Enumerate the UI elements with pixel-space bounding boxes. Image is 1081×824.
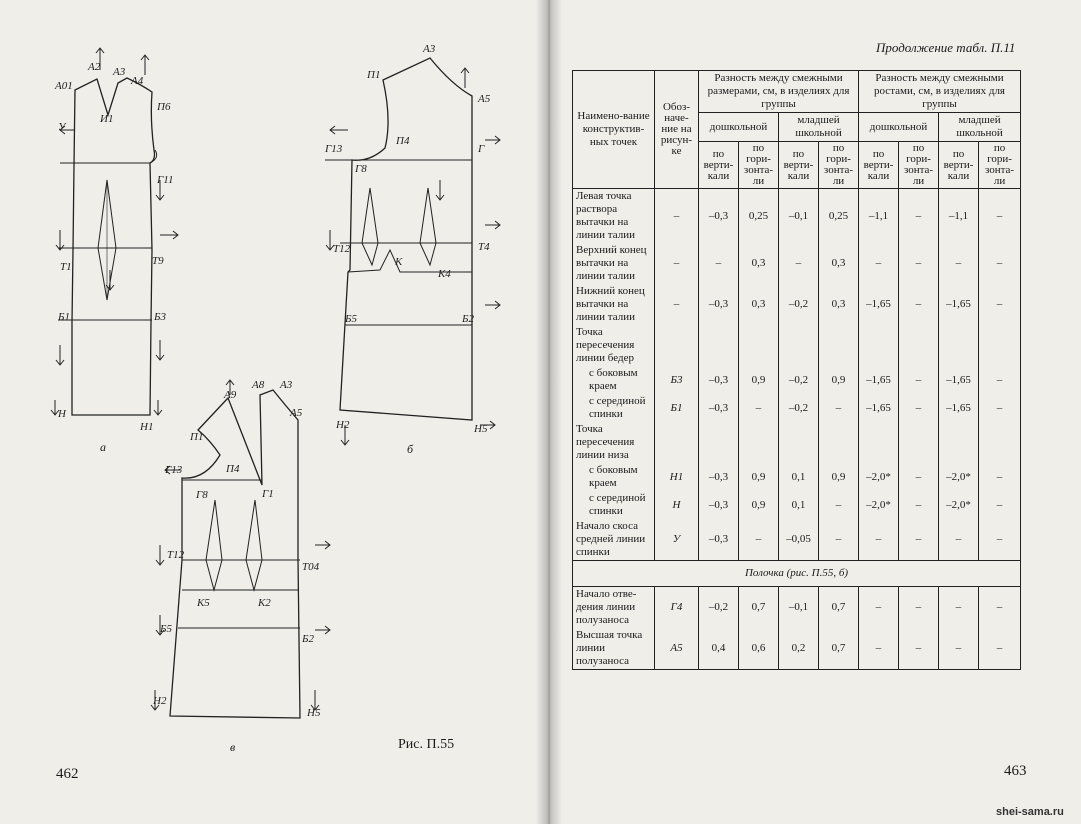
header-vert: по верти-кали xyxy=(939,142,979,189)
row-name: Точка пересечения линии низа xyxy=(573,422,655,463)
svg-text:Т4: Т4 xyxy=(478,241,490,253)
row-value: 0,9 xyxy=(739,491,779,519)
row-value: –0,3 xyxy=(699,366,739,394)
svg-text:A8: A8 xyxy=(252,379,265,391)
header-horiz: по гори-зонта-ли xyxy=(899,142,939,189)
svg-text:Т1: Т1 xyxy=(60,261,72,273)
table-row xyxy=(573,491,1021,519)
section-row xyxy=(573,561,1021,587)
row-value: – xyxy=(739,519,779,561)
row-value: – xyxy=(979,463,1021,491)
row-value: –0,3 xyxy=(699,394,739,422)
row-symbol: – xyxy=(655,243,699,284)
svg-text:Т12: Т12 xyxy=(167,549,185,561)
row-value: – xyxy=(979,394,1021,422)
row-value: –2,0* xyxy=(859,463,899,491)
row-name: Левая точка раствора вытачки на линии талии xyxy=(573,189,655,244)
svg-text:П6: П6 xyxy=(157,101,171,113)
data-table xyxy=(572,70,1021,670)
svg-text:П4: П4 xyxy=(396,135,410,147)
row-value: 0,9 xyxy=(739,463,779,491)
figure-caption: Рис. П.55 xyxy=(398,737,455,752)
svg-text:Т12: Т12 xyxy=(333,243,351,255)
svg-text:Н1: Н1 xyxy=(140,421,154,433)
table-row xyxy=(573,243,1021,284)
svg-text:Г8: Г8 xyxy=(196,489,208,501)
svg-text:Н: Н xyxy=(58,408,66,420)
row-value: – xyxy=(859,587,899,629)
row-value xyxy=(819,422,859,463)
row-value: –1,65 xyxy=(859,366,899,394)
row-value xyxy=(979,325,1021,366)
row-symbol: Н1 xyxy=(655,463,699,491)
row-value: –2,0* xyxy=(939,463,979,491)
svg-text:К2: К2 xyxy=(258,597,271,609)
row-value xyxy=(859,325,899,366)
row-value xyxy=(739,422,779,463)
row-value: – xyxy=(699,243,739,284)
figure-a-back-pattern xyxy=(58,78,157,415)
row-value: –1,65 xyxy=(939,394,979,422)
row-value: –1,1 xyxy=(939,189,979,244)
row-value: 0,9 xyxy=(819,366,859,394)
table-body xyxy=(573,189,1021,670)
svg-text:A4: A4 xyxy=(131,75,144,87)
row-value: – xyxy=(899,366,939,394)
row-value: –1,65 xyxy=(939,366,979,394)
header-vert: по верти-кали xyxy=(859,142,899,189)
row-value: – xyxy=(899,284,939,325)
row-value: – xyxy=(899,463,939,491)
svg-text:Т04: Т04 xyxy=(302,561,320,573)
header-group-sizes: Разность между смежными размерами, см, в изделиях для группы xyxy=(699,71,859,113)
svg-text:A2: A2 xyxy=(88,61,101,73)
row-symbol: Г4 xyxy=(655,587,699,629)
header-junior-sizes: младшей школьной xyxy=(779,113,859,142)
row-value: – xyxy=(979,519,1021,561)
table-row xyxy=(573,189,1021,244)
row-value: – xyxy=(979,628,1021,670)
row-name: Точка пересечения линии бедер xyxy=(573,325,655,366)
row-value: – xyxy=(819,394,859,422)
row-value: – xyxy=(939,243,979,284)
table-row xyxy=(573,587,1021,629)
row-value: –0,3 xyxy=(699,284,739,325)
row-value: 0,1 xyxy=(779,463,819,491)
svg-text:Б5: Б5 xyxy=(160,623,172,635)
row-value: – xyxy=(939,587,979,629)
svg-text:Б2: Б2 xyxy=(462,313,474,325)
section-title: Полочка (рис. П.55, б) xyxy=(573,561,1021,587)
svg-text:Н2: Н2 xyxy=(336,419,350,431)
row-value: – xyxy=(899,519,939,561)
row-value: –0,05 xyxy=(779,519,819,561)
svg-text:A9: A9 xyxy=(224,389,237,401)
row-symbol: У xyxy=(655,519,699,561)
row-value: –0,2 xyxy=(779,284,819,325)
svg-text:Б3: Б3 xyxy=(154,311,166,323)
row-value: – xyxy=(939,628,979,670)
row-value: – xyxy=(859,519,899,561)
table-row xyxy=(573,284,1021,325)
row-value: –0,2 xyxy=(779,394,819,422)
page-number-right: 463 xyxy=(1004,763,1027,779)
svg-text:Г13: Г13 xyxy=(165,464,183,476)
row-value: –0,2 xyxy=(699,587,739,629)
row-symbol xyxy=(655,422,699,463)
table-row xyxy=(573,325,1021,366)
header-name: Наимено-вание конструктив-ных точек xyxy=(573,71,655,189)
row-value: – xyxy=(899,394,939,422)
row-value: –0,3 xyxy=(699,491,739,519)
svg-text:A5: A5 xyxy=(290,407,303,419)
row-value: 0,7 xyxy=(739,587,779,629)
table-continuation-title: Продолжение табл. П.11 xyxy=(876,40,1016,55)
row-value: – xyxy=(979,189,1021,244)
svg-text:Г11: Г11 xyxy=(157,174,174,186)
row-symbol: – xyxy=(655,284,699,325)
row-value: 0,25 xyxy=(819,189,859,244)
svg-text:Н2: Н2 xyxy=(153,695,167,707)
row-value: 0,7 xyxy=(819,628,859,670)
row-value: – xyxy=(819,491,859,519)
row-value: –1,65 xyxy=(859,394,899,422)
row-value: – xyxy=(979,587,1021,629)
row-value: – xyxy=(979,284,1021,325)
svg-text:Н5: Н5 xyxy=(474,423,488,435)
svg-text:П1: П1 xyxy=(367,69,381,81)
row-value: – xyxy=(859,628,899,670)
header-group-heights: Разность между смежными ростами, см, в изделиях для группы xyxy=(859,71,1021,113)
svg-text:У: У xyxy=(58,121,66,133)
row-value xyxy=(779,325,819,366)
row-value: – xyxy=(899,491,939,519)
row-name: Начало скоса средней линии спинки xyxy=(573,519,655,561)
svg-text:Г13: Г13 xyxy=(325,143,343,155)
svg-text:Т9: Т9 xyxy=(152,255,164,267)
row-value xyxy=(859,422,899,463)
svg-text:Н5: Н5 xyxy=(307,707,321,719)
header-horiz: по гори-зонта-ли xyxy=(979,142,1021,189)
row-value: 0,3 xyxy=(819,284,859,325)
row-value: – xyxy=(939,519,979,561)
row-symbol xyxy=(655,325,699,366)
svg-text:П1: П1 xyxy=(190,431,204,443)
row-value xyxy=(739,325,779,366)
row-name: с боковым краем xyxy=(573,463,655,491)
row-value xyxy=(779,422,819,463)
row-value: –0,1 xyxy=(779,587,819,629)
header-junior-heights: младшей школьной xyxy=(939,113,1021,142)
svg-text:К4: К4 xyxy=(438,268,451,280)
row-value: 0,2 xyxy=(779,628,819,670)
row-value: –0,3 xyxy=(699,519,739,561)
subfigure-c-label: в xyxy=(230,740,236,754)
svg-text:Б5: Б5 xyxy=(345,313,357,325)
row-value xyxy=(899,422,939,463)
row-value: –2,0* xyxy=(939,491,979,519)
header-horiz: по гори-зонта-ли xyxy=(739,142,779,189)
point-labels xyxy=(54,43,491,719)
row-symbol: Б1 xyxy=(655,394,699,422)
header-preschool-sizes: дошкольной xyxy=(699,113,779,142)
row-value: 0,3 xyxy=(819,243,859,284)
row-value: – xyxy=(779,243,819,284)
row-value: – xyxy=(819,519,859,561)
header-vert: по верти-кали xyxy=(699,142,739,189)
row-value xyxy=(899,325,939,366)
row-value: 0,25 xyxy=(739,189,779,244)
row-name: Нижний конец вытачки на линии талии xyxy=(573,284,655,325)
header-preschool-heights: дошкольной xyxy=(859,113,939,142)
row-value: –0,1 xyxy=(779,189,819,244)
row-value: –0,2 xyxy=(779,366,819,394)
row-symbol: Н xyxy=(655,491,699,519)
svg-text:Г1: Г1 xyxy=(262,488,274,500)
row-value: – xyxy=(979,366,1021,394)
row-value: –2,0* xyxy=(859,491,899,519)
row-value: –0,3 xyxy=(699,463,739,491)
row-value: 0,9 xyxy=(739,366,779,394)
row-value: 0,4 xyxy=(699,628,739,670)
row-value: – xyxy=(899,243,939,284)
subfigure-a-label: а xyxy=(100,440,106,454)
watermark: shei-sama.ru xyxy=(996,806,1064,818)
row-value: – xyxy=(899,628,939,670)
row-value: – xyxy=(979,491,1021,519)
row-value: 0,9 xyxy=(819,463,859,491)
row-name: Начало отве-дения линии полузаноса xyxy=(573,587,655,629)
table-row xyxy=(573,366,1021,394)
row-value: 0,3 xyxy=(739,284,779,325)
row-name: с серединой спинки xyxy=(573,394,655,422)
svg-text:И1: И1 xyxy=(100,113,114,125)
displacement-arrows xyxy=(51,48,500,710)
row-value xyxy=(819,325,859,366)
svg-text:К5: К5 xyxy=(197,597,210,609)
subfigure-b-label: б xyxy=(407,442,414,456)
svg-text:К: К xyxy=(395,256,403,268)
row-symbol: – xyxy=(655,189,699,244)
row-value xyxy=(979,422,1021,463)
header-vert: по верти-кали xyxy=(779,142,819,189)
row-value: 0,6 xyxy=(739,628,779,670)
table-row xyxy=(573,519,1021,561)
row-value: –1,65 xyxy=(939,284,979,325)
row-value: – xyxy=(859,243,899,284)
header-symbol: Обоз-наче-ние на рисун-ке xyxy=(655,71,699,189)
svg-text:A3: A3 xyxy=(423,43,436,55)
svg-text:A01: A01 xyxy=(55,80,73,92)
page-number-left: 462 xyxy=(56,766,79,782)
row-value xyxy=(699,325,739,366)
row-value xyxy=(699,422,739,463)
svg-text:Г: Г xyxy=(478,143,485,155)
row-symbol: Б3 xyxy=(655,366,699,394)
svg-text:A3: A3 xyxy=(280,379,293,391)
row-value: –0,3 xyxy=(699,189,739,244)
row-value: 0,1 xyxy=(779,491,819,519)
row-value: – xyxy=(979,243,1021,284)
row-value xyxy=(939,325,979,366)
table-row xyxy=(573,394,1021,422)
row-value: 0,3 xyxy=(739,243,779,284)
row-name: Высшая точка линии полузаноса xyxy=(573,628,655,670)
svg-text:A5: A5 xyxy=(478,93,491,105)
svg-text:Б1: Б1 xyxy=(58,311,70,323)
table-row xyxy=(573,628,1021,670)
row-value: – xyxy=(899,587,939,629)
row-value: –1,65 xyxy=(859,284,899,325)
svg-text:П4: П4 xyxy=(226,463,240,475)
row-value: 0,7 xyxy=(819,587,859,629)
svg-text:Б2: Б2 xyxy=(302,633,314,645)
row-value xyxy=(939,422,979,463)
row-name: Верхний конец вытачки на линии талии xyxy=(573,243,655,284)
svg-text:A3: A3 xyxy=(113,66,126,78)
row-value: –1,1 xyxy=(859,189,899,244)
table-row xyxy=(573,422,1021,463)
row-value: – xyxy=(899,189,939,244)
row-symbol: А5 xyxy=(655,628,699,670)
row-name: с серединой спинки xyxy=(573,491,655,519)
row-name: с боковым краем xyxy=(573,366,655,394)
figure-b-front-pattern xyxy=(325,58,472,420)
row-value: – xyxy=(739,394,779,422)
svg-text:Г8: Г8 xyxy=(355,163,367,175)
header-horiz: по гори-зонта-ли xyxy=(819,142,859,189)
table-row xyxy=(573,463,1021,491)
